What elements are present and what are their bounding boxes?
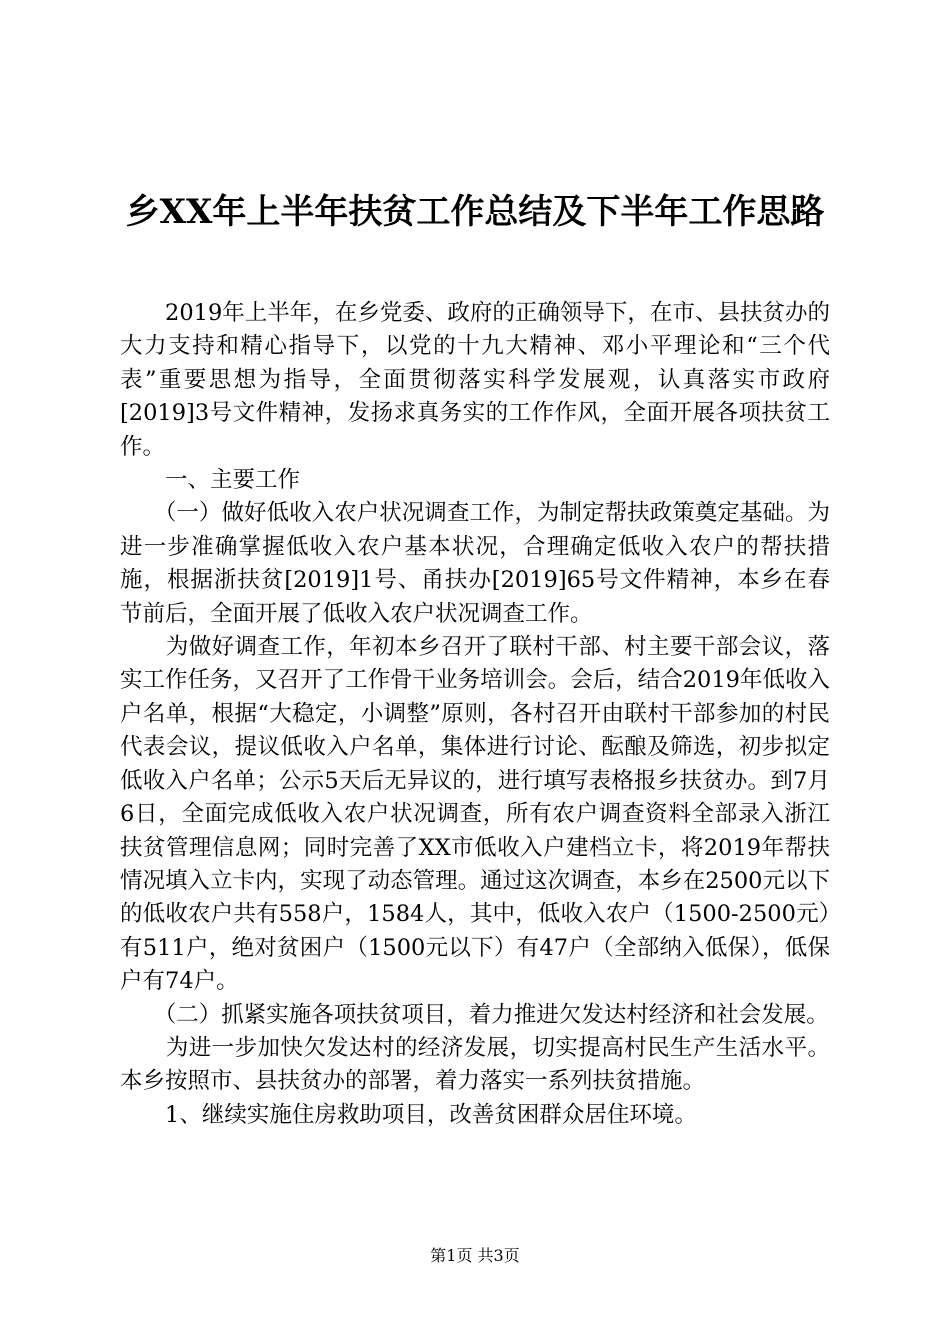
page-footer: 第1页 共3页 bbox=[430, 1246, 520, 1265]
document-title: 乡XX年上半年扶贫工作总结及下半年工作思路 bbox=[125, 192, 825, 232]
paragraph: 2019年上半年，在乡党委、政府的正确领导下，在市、县扶贫办的大力支持和精心指导下，以党的十九大精神、邓小平理论和“三个代表”重要思想为指导，全面贯彻落实科学发展观，认真落实市政府[2019]3号文件精神，发扬求真务实的工作作风，全面开展各项扶贫工作。 bbox=[120, 300, 830, 460]
section-heading: 一、主要工作 bbox=[120, 467, 301, 494]
paragraph: （一）做好低收入农户状况调查工作，为制定帮扶政策奠定基础。为进一步准确掌握低收入农户基本状况，合理确定低收入农户的帮扶措施，根据浙扶贫[2019]1号、甬扶办[2019]65号文件精神，本乡在春节前后，全面开展了低收入农户状况调查工作。 bbox=[120, 500, 830, 627]
document-body bbox=[120, 297, 830, 1132]
paragraph: 为进一步加快欠发达村的经济发展，切实提高村民生产生活水平。本乡按照市、县扶贫办的部署，着力落实一系列扶贫措施。 bbox=[120, 1034, 830, 1095]
paragraph: （二）抓紧实施各项扶贫项目，着力推进欠发达村经济和社会发展。 bbox=[120, 1001, 829, 1028]
paragraph: 为做好调查工作，年初本乡召开了联村干部、村主要干部会议，落实工作任务，又召开了工作骨干业务培训会。会后，结合2019年低收入户名单，根据“大稳定，小调整”原则，各村召开由联村干部参加的村民代表会议，提议低收入户名单，集体进行讨论、酝酿及筛选，初步拟定低收入户名单；公示5天后无异议的，进行填写表格报乡扶贫办。到7月6日，全面完成低收入农户状况调查，所有农户调查资料全部录入浙江扶贫管理信息网；同时完善了XX市低收入户建档立卡，将2019年帮扶情况填入立卡内，实现了动态管理。通过这次调查，本乡在2500元以下的低收农户共有558户，1584人，其中，低收入农户（1500-2500元）有511户，绝对贫困户（1500元以下）有47户（全部纳入低保），低保户有74户。 bbox=[120, 634, 830, 995]
paragraph: 1、继续实施住房救助项目，改善贫困群众居住环境。 bbox=[120, 1101, 697, 1128]
